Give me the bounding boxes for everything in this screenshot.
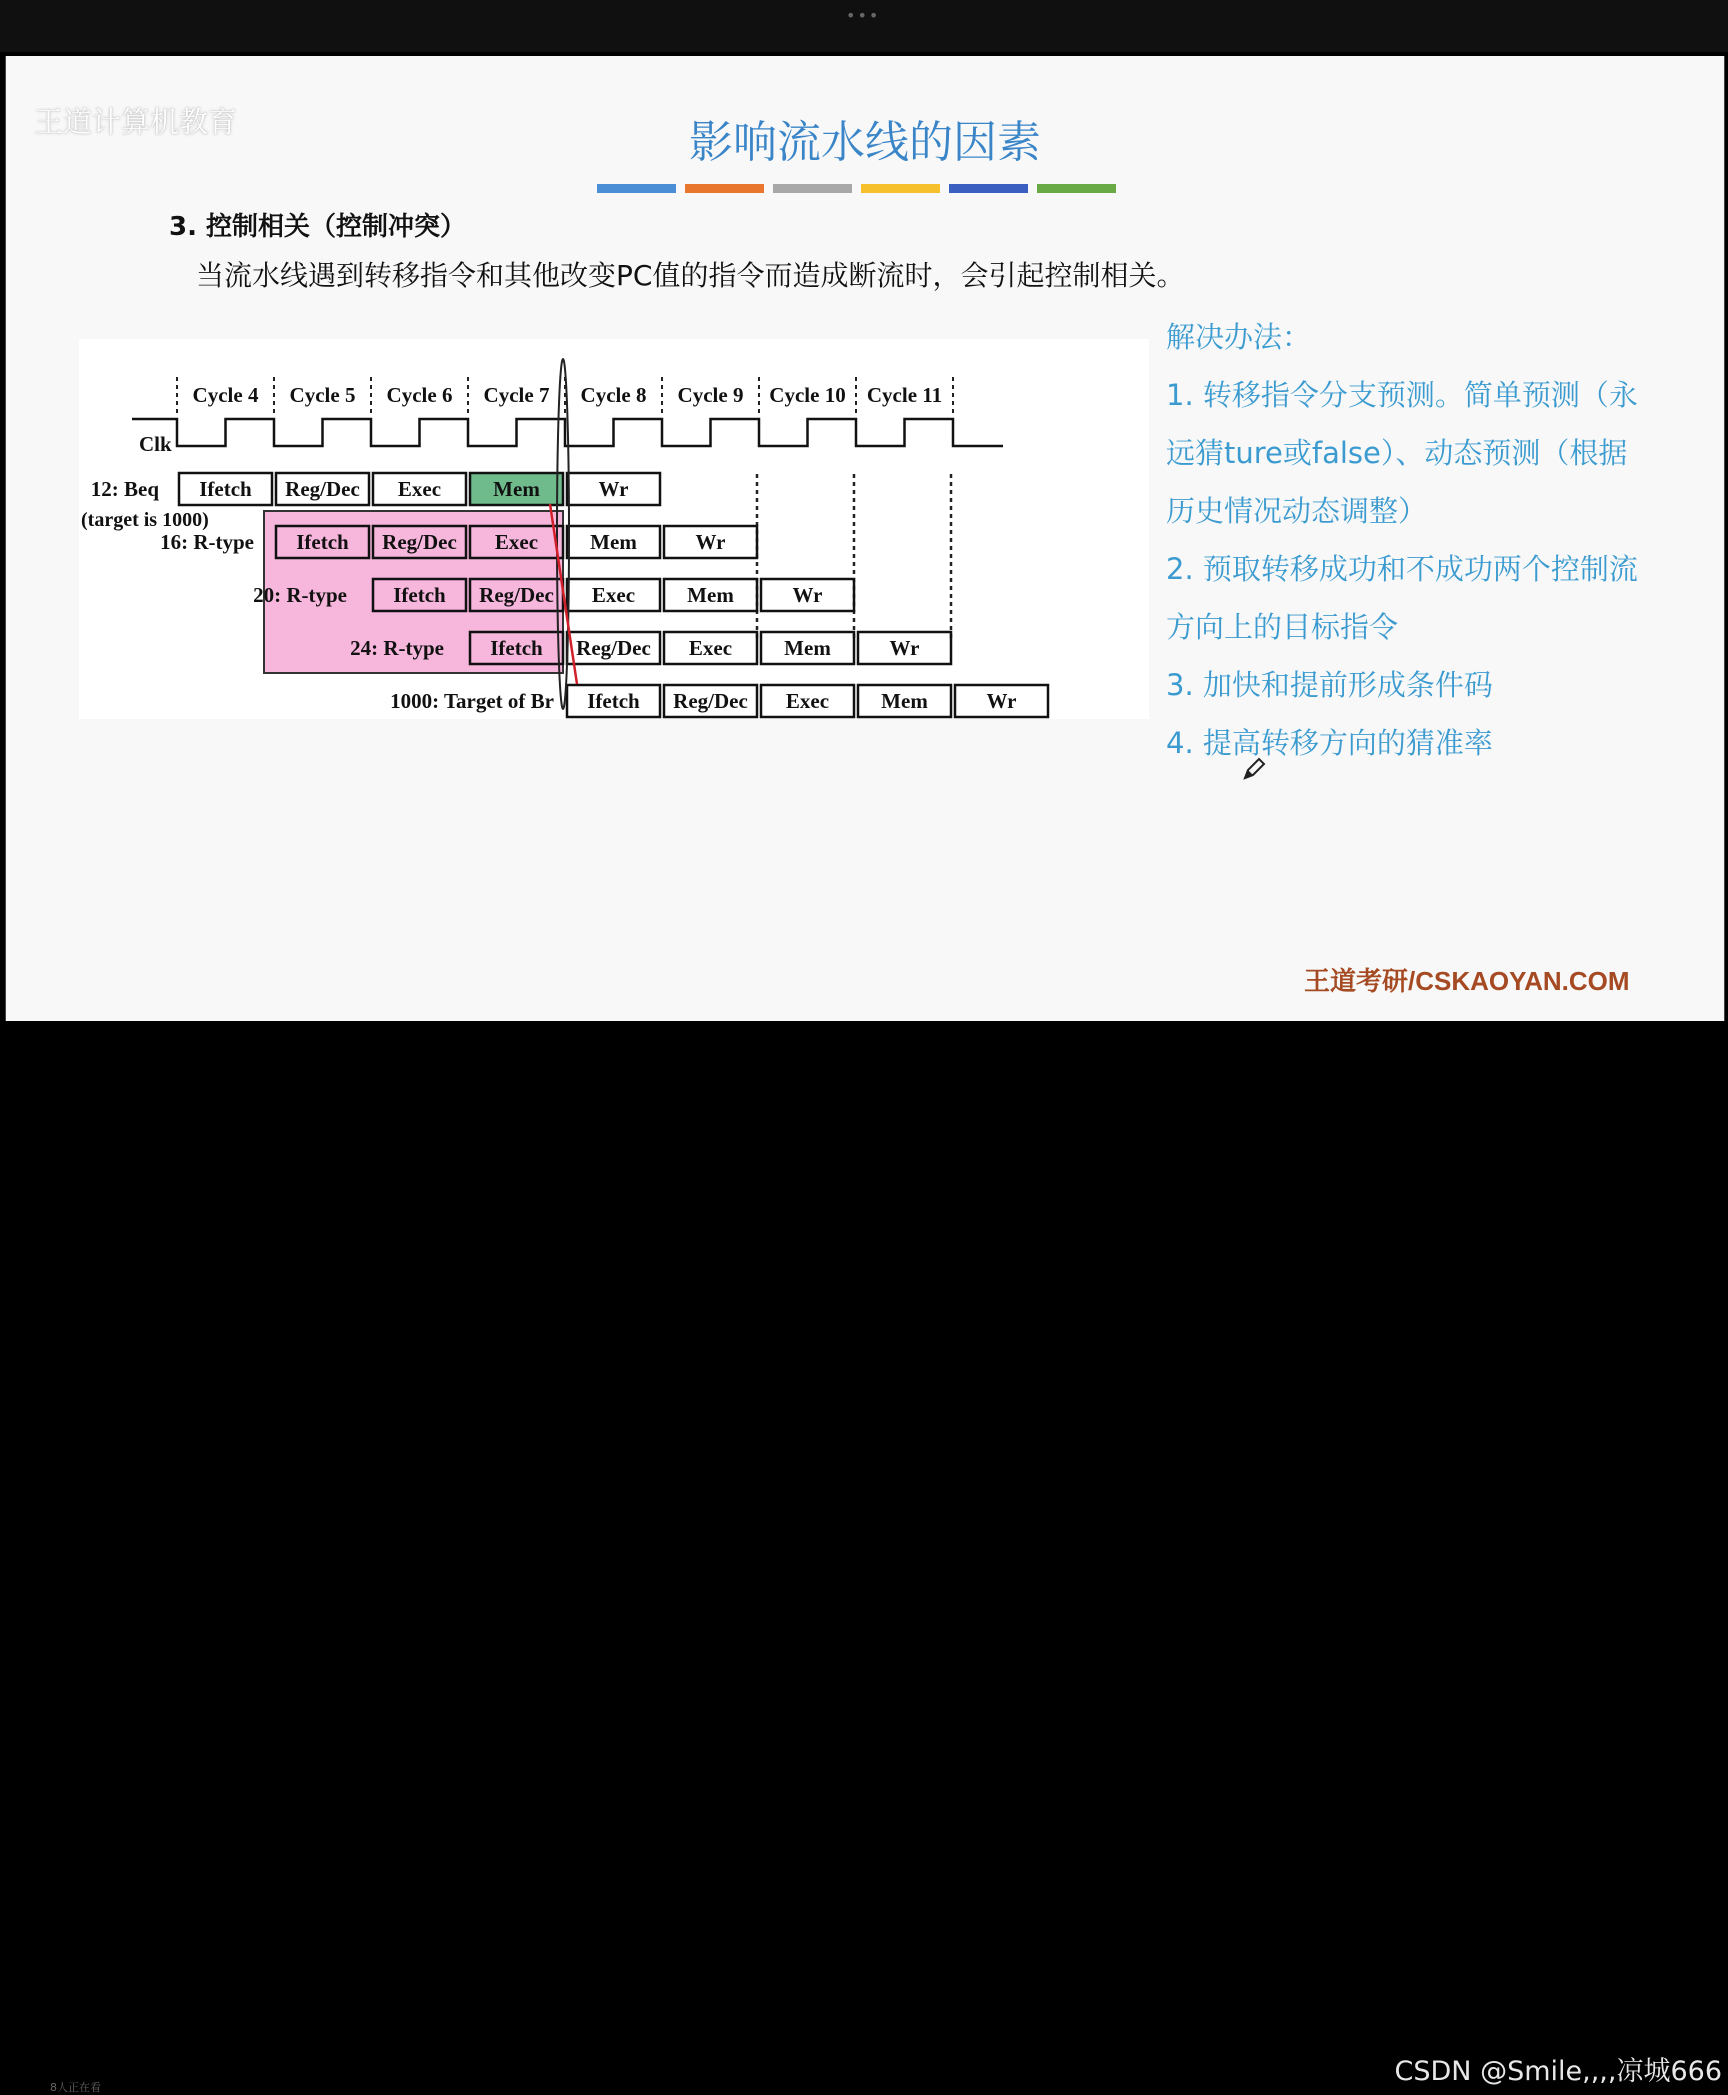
stage-label: Ifetch xyxy=(199,477,252,501)
stage-label: Wr xyxy=(889,636,920,660)
solution-line: 方向上的目标指令 xyxy=(1166,610,1399,644)
color-bar xyxy=(597,184,676,193)
section-heading: 3. 控制相关（控制冲突） xyxy=(169,212,467,242)
stage-label: Exec xyxy=(591,583,636,607)
stage-label: Ifetch xyxy=(296,530,349,554)
section-description: 当流水线遇到转移指令和其他改变PC值的指令而造成断流时，会引起控制相关。 xyxy=(196,259,1185,292)
solution-line: 历史情况动态调整） xyxy=(1166,494,1428,528)
slide-title: 影响流水线的因素 xyxy=(689,117,1041,168)
instruction-label: 16: R-type xyxy=(160,530,254,554)
solution-line: 1. 转移指令分支预测。简单预测（永 xyxy=(1166,378,1638,412)
cycle-label: Cycle 9 xyxy=(677,383,744,407)
stage-label: Mem xyxy=(590,530,637,554)
color-bar xyxy=(1037,184,1116,193)
cycle-label: Cycle 8 xyxy=(580,383,647,407)
solution-line: 3. 加快和提前形成条件码 xyxy=(1166,668,1493,702)
cycle-label: Cycle 11 xyxy=(866,383,943,407)
color-bar xyxy=(861,184,940,193)
stage-label: Exec xyxy=(494,530,539,554)
cycle-label: Cycle 4 xyxy=(192,383,259,407)
stage-label: Reg/Dec xyxy=(673,689,748,713)
stage-label: Wr xyxy=(792,583,823,607)
footer-brand: 王道考研/CSKAOYAN.COM xyxy=(1304,966,1630,996)
window-top-bar xyxy=(0,0,1728,52)
stage-label: Mem xyxy=(881,689,928,713)
color-bar xyxy=(685,184,764,193)
instruction-label: 24: R-type xyxy=(350,636,444,660)
solution-line: 远猜ture或false）、动态预测（根据 xyxy=(1166,436,1628,470)
solutions-title: 解决办法： xyxy=(1166,320,1312,354)
instruction-label: 1000: Target of Br xyxy=(390,689,554,713)
color-bar xyxy=(949,184,1028,193)
clock-label: Clk xyxy=(139,432,172,456)
pipeline-diagram xyxy=(79,339,1149,719)
stage-label: Exec xyxy=(397,477,442,501)
window-menu-dots[interactable]: ••• xyxy=(846,6,881,25)
solution-line: 4. 提高转移方向的猜准率 xyxy=(1166,726,1493,760)
pipeline-svg xyxy=(79,339,1149,719)
cycle-label: Cycle 6 xyxy=(386,383,453,407)
pen-cursor-icon xyxy=(1241,756,1267,782)
stage-label: Exec xyxy=(688,636,733,660)
bottom-bar xyxy=(0,1021,1728,2094)
stage-label: Ifetch xyxy=(490,636,543,660)
stage-label: Reg/Dec xyxy=(479,583,554,607)
stage-label: Ifetch xyxy=(393,583,446,607)
solution-line: 2. 预取转移成功和不成功两个控制流 xyxy=(1166,552,1638,586)
cycle-label: Cycle 7 xyxy=(483,383,550,407)
cycle-label: Cycle 10 xyxy=(769,383,846,407)
stage-label: Wr xyxy=(986,689,1017,713)
slide xyxy=(5,56,1725,1021)
stage-label: Mem xyxy=(687,583,734,607)
stage-label: Mem xyxy=(784,636,831,660)
solutions-panel xyxy=(1166,308,1721,772)
watermark-logo: 王道计算机教育 xyxy=(34,105,238,139)
stage-label: Exec xyxy=(785,689,830,713)
stage-label: Mem xyxy=(493,477,540,501)
stage-label: Reg/Dec xyxy=(285,477,360,501)
color-bar xyxy=(773,184,852,193)
stage-label: Wr xyxy=(695,530,726,554)
stage-label: Reg/Dec xyxy=(382,530,457,554)
stage-label: Ifetch xyxy=(587,689,640,713)
instruction-label: 20: R-type xyxy=(253,583,347,607)
title-color-bars xyxy=(597,184,1116,193)
stage-label: Reg/Dec xyxy=(576,636,651,660)
instruction-sublabel: (target is 1000) xyxy=(81,509,209,531)
cycle-label: Cycle 5 xyxy=(289,383,356,407)
instruction-label: 12: Beq xyxy=(90,477,159,501)
stage-label: Wr xyxy=(598,477,629,501)
csdn-watermark: CSDN @Smile,,,,凉城666 xyxy=(1394,2056,1722,2087)
viewer-count: 8人正在看 xyxy=(50,2081,101,2094)
